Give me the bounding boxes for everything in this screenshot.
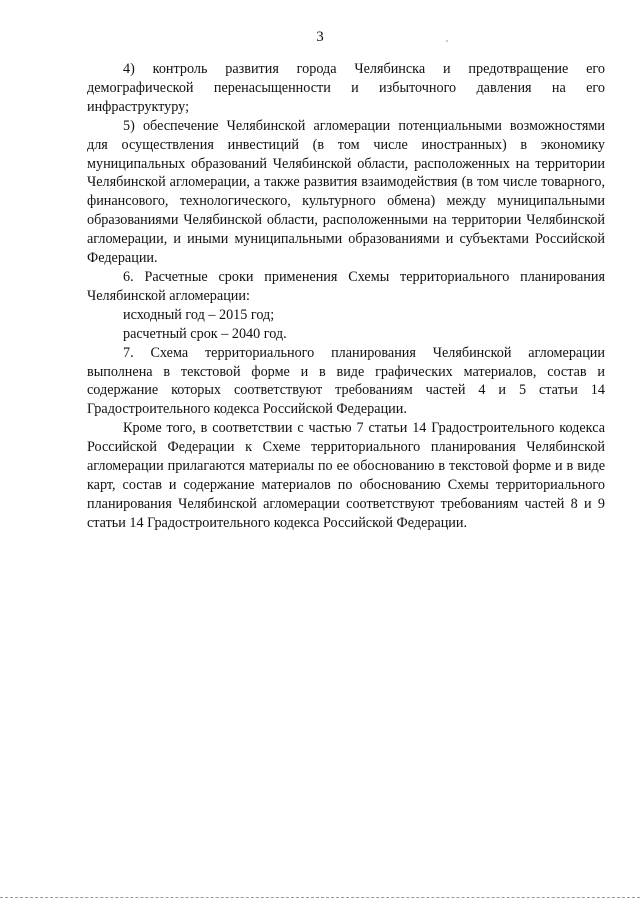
paragraph-section-6: 6. Расчетные сроки применения Схемы территориального планирования Челябинской агломерации: [87,268,605,304]
page-number: 3 [316,29,324,45]
paragraph-target-year: расчетный срок – 2040 год. [123,325,287,342]
paragraph-justification: Кроме того, в соответствии с частью 7 статьи 14 Градостроительного кодекса Российской Федерации к Схеме территориального планирования Челябинской агломерации прилагаются материалы по ее обоснованию в текстовой форме и в виде карт, состав и содержание материалов по обоснованию Схемы территориального планирования Челябинской агломерации соответствуют требованиям частей 8 и 9 статьи 14 Градостроительного кодекса Российской Федерации. [87,420,605,531]
paragraph-item-5: 5) обеспечение Челябинской агломерации потенциальными возможностями для осуществления инвестиций (в том числе иностранных) в экономику муниципальных образований Челябинской области, расположенных на территории Челябинской агломерации, а также развития взаимодействия (в том числе товарного, финансового, технологического, культурного обмена) между муниципальными образованиями Челябинской области, расположенными на территории Челябинской агломерации, и иными муниципальными образованиями и субъектами Российской Федерации. [87,117,605,267]
paragraph-section-7: 7. Схема территориального планирования Челябинской агломерации выполнена в текстовой форме и в виде графических материалов, состав и содержание которых соответствуют требованиям частей 4 и 5 статьи 14 Градостроительного кодекса Российской Федерации. [87,344,605,418]
document-body [87,60,605,533]
paragraph-base-year: исходный год – 2015 год; [123,306,275,323]
paragraph-item-4: 4) контроль развития города Челябинска и предотвращение его демографической перенасыщенности и избыточного давления на его инфраструктуру; [87,61,605,115]
page-bottom-border [0,897,640,898]
